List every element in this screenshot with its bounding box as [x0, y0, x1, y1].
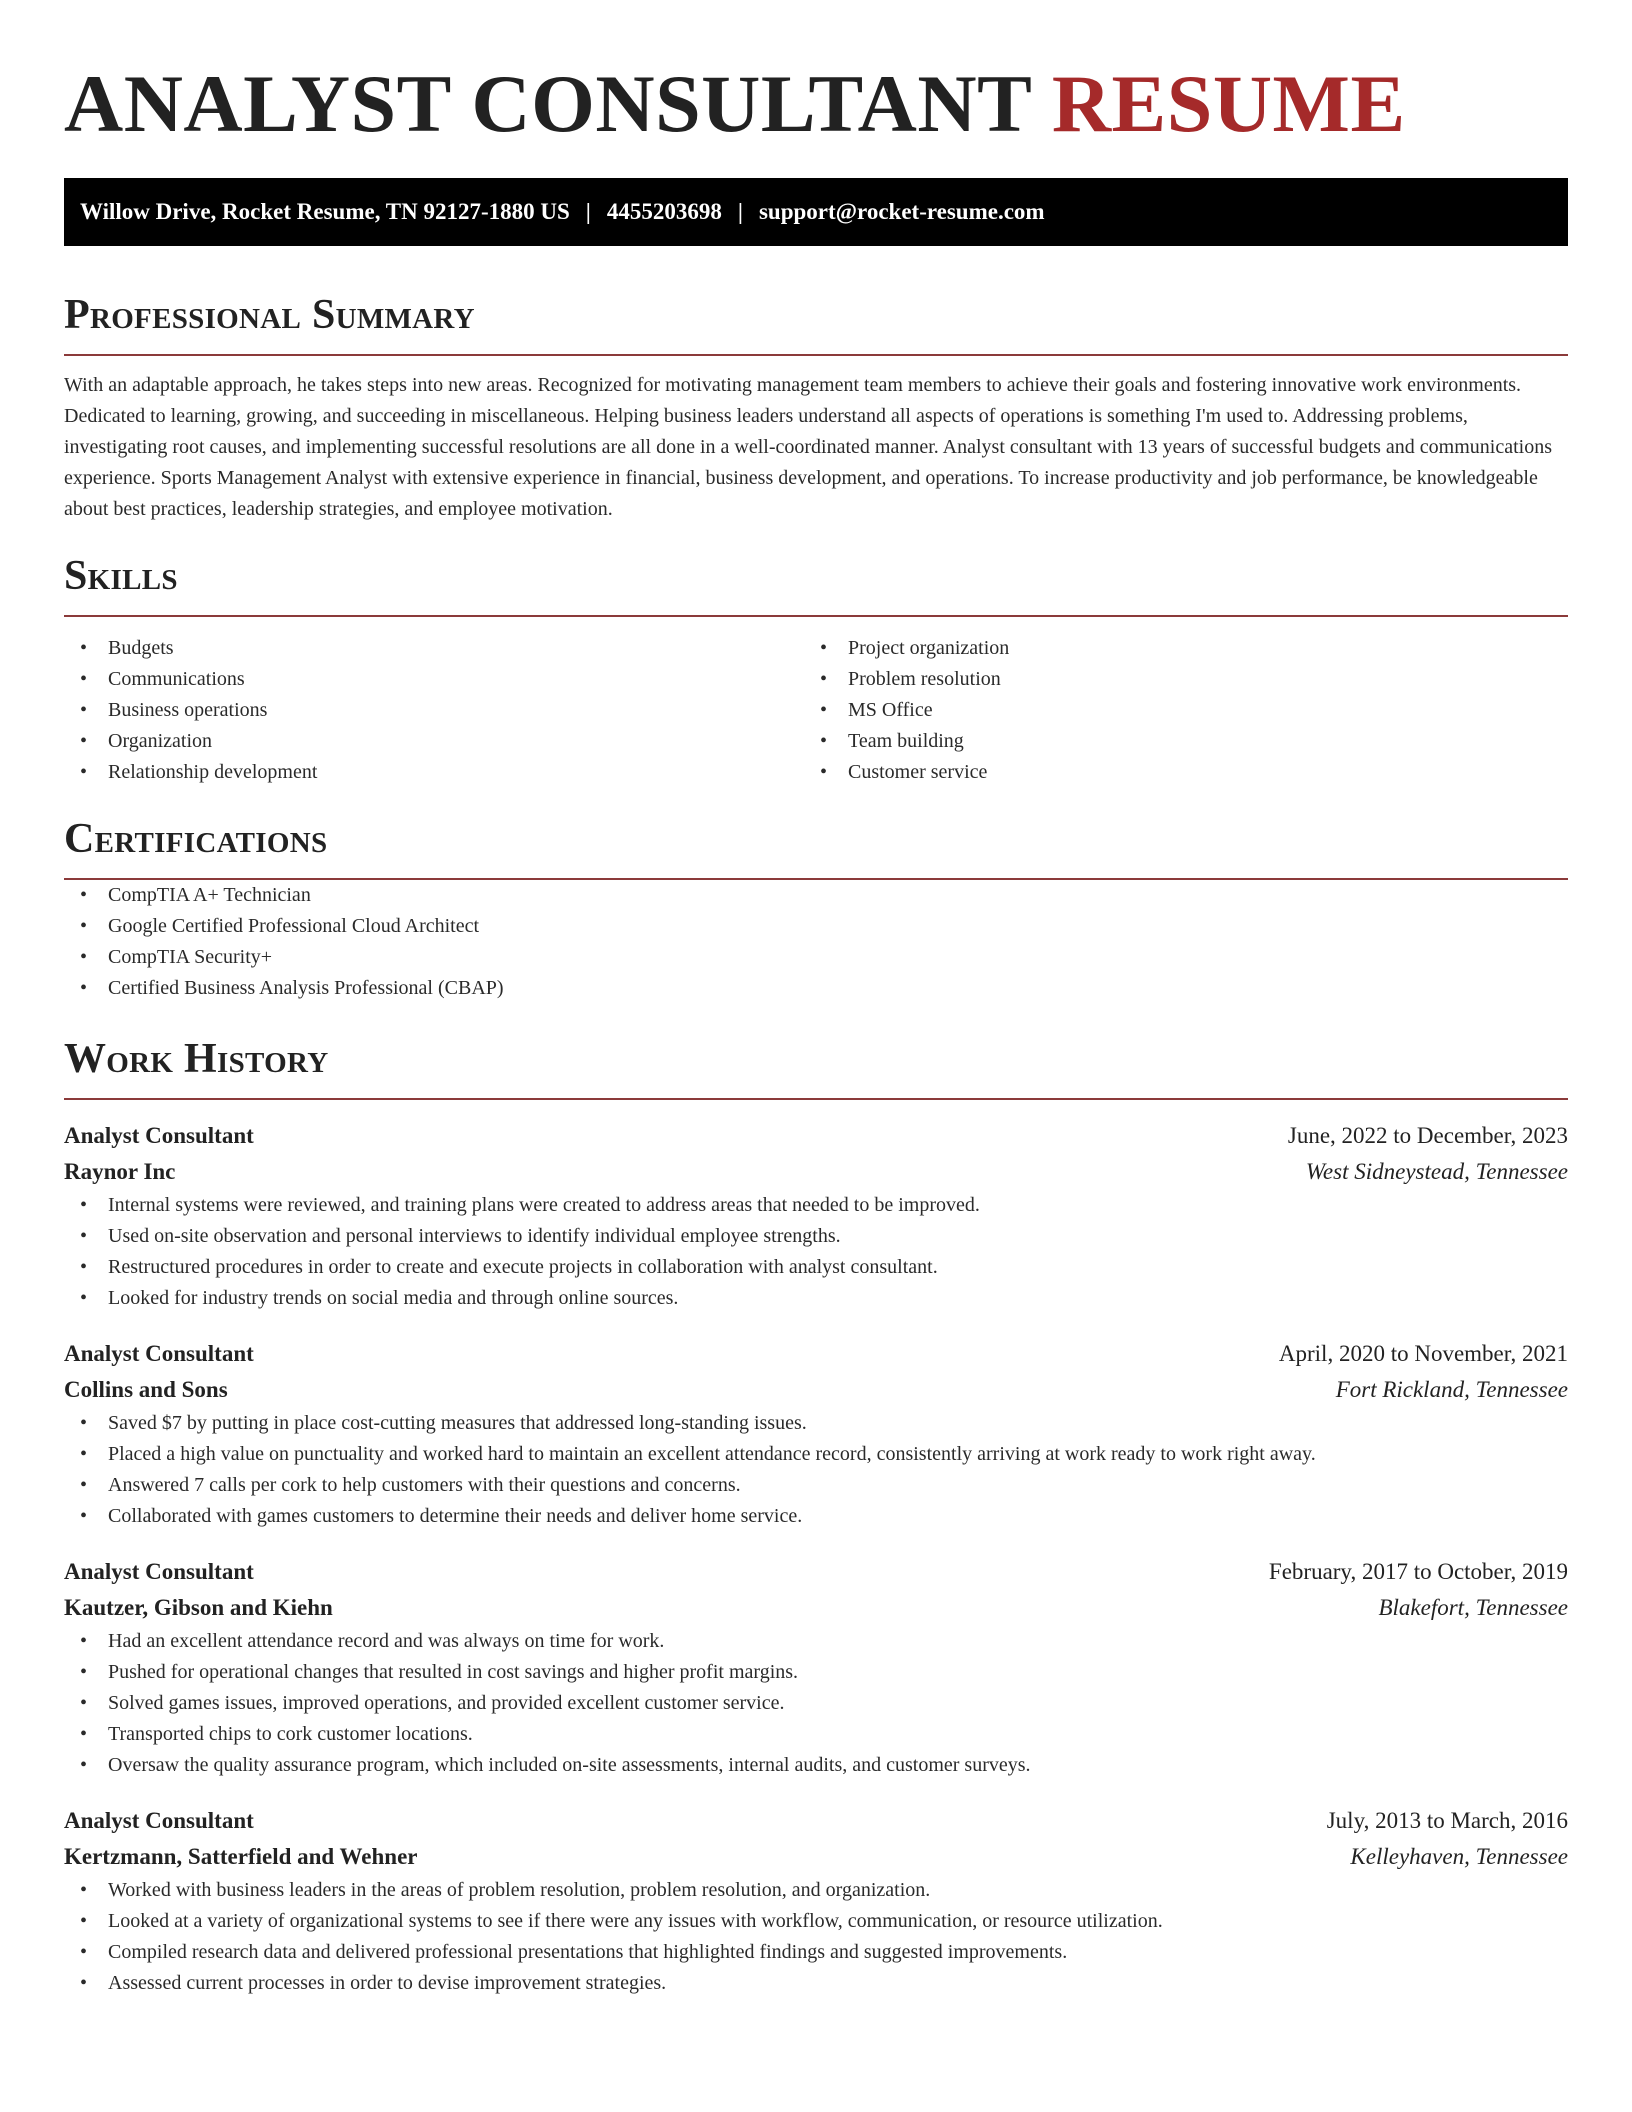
job-header-row [64, 1803, 1568, 1839]
job-company: Kertzmann, Satterfield and Wehner [64, 1844, 418, 1869]
job-header-row [64, 1118, 1568, 1154]
bullet-dot-icon: • [820, 699, 828, 721]
bullet-dot-icon: • [80, 699, 88, 721]
job-duty [64, 1190, 1568, 1221]
job-duty-text: Solved games issues, improved operations, and provided excellent customer service. [108, 1692, 785, 1714]
bullet-dot-icon: • [80, 1910, 88, 1932]
job-duty-text: Assessed current processes in order to devise improvement strategies. [108, 1972, 667, 1994]
skill-label: Communications [108, 668, 245, 690]
bullet-dot-icon: • [80, 977, 88, 999]
bullet-dot-icon: • [80, 730, 88, 752]
job-duty-text: Placed a high value on punctuality and worked hard to maintain an excellent attendance record, consistently arriving at work ready to work right away. [108, 1443, 1316, 1465]
bullet-dot-icon: • [80, 1692, 88, 1714]
bullet-dot-icon: • [80, 1443, 88, 1465]
job-entry [64, 1118, 1568, 1314]
skill-label: Relationship development [108, 761, 318, 783]
contact-separator: | [585, 199, 591, 224]
skill-item [64, 633, 804, 664]
contact-email: support@rocket-resume.com [758, 199, 1045, 224]
job-duty [64, 1626, 1568, 1657]
bullet-dot-icon: • [80, 1723, 88, 1745]
job-location: Fort Rickland, Tennessee [1335, 1377, 1568, 1402]
job-header-row [64, 1554, 1568, 1590]
job-dates: February, 2017 to October, 2019 [1268, 1559, 1568, 1584]
skills-column-right [804, 633, 1544, 788]
job-duty-text: Collaborated with games customers to determine their needs and deliver home service. [108, 1505, 803, 1527]
job-duty [64, 1408, 1568, 1439]
skill-item [804, 757, 1544, 788]
summary-text: With an adaptable approach, he takes steps into new areas. Recognized for motivating management team members to achieve their goals and fostering innovative work environments. Dedicated to learning, growing, and succeeding in miscellaneous. Helping business leaders understand all aspects of operations is something I'm used to. Addressing problems, investigating root causes, and implementing successful resolutions are all done in a well-coordinated manner. Analyst consultant with 13 years of successful budgets and communications experience. Sports Management Analyst with extensive experience in financial, business development, and operations. To increase productivity and job performance, be knowledgeable about best practices, leadership strategies, and employee motivation. [64, 374, 1552, 520]
contact-address: Willow Drive, Rocket Resume, TN 92127-1880 US [80, 199, 570, 224]
bullet-dot-icon: • [80, 1661, 88, 1683]
job-duty-text: Had an excellent attendance record and was always on time for work. [108, 1630, 665, 1652]
job-company-row [64, 1839, 1568, 1875]
skill-item [64, 664, 804, 695]
skill-item [804, 695, 1544, 726]
bullet-dot-icon: • [80, 1754, 88, 1776]
job-company-row [64, 1372, 1568, 1408]
certification-label: CompTIA A+ Technician [108, 884, 311, 906]
job-duties [64, 1408, 1568, 1532]
skill-item [64, 757, 804, 788]
bullet-dot-icon: • [80, 1941, 88, 1963]
job-duty [64, 1719, 1568, 1750]
bullet-dot-icon: • [80, 1474, 88, 1496]
job-title: Analyst Consultant [64, 1341, 254, 1366]
bullet-dot-icon: • [80, 1225, 88, 1247]
contact-bar [64, 178, 1568, 246]
certification-label: CompTIA Security+ [108, 946, 273, 968]
certification-item [64, 973, 1568, 1004]
skill-item [804, 633, 1544, 664]
skill-item [804, 664, 1544, 695]
bullet-dot-icon: • [80, 1630, 88, 1652]
work-history-heading: Work History [64, 1036, 329, 1082]
job-duty [64, 1439, 1568, 1470]
job-duty [64, 1283, 1568, 1314]
section-divider [64, 615, 1568, 617]
job-duties [64, 1190, 1568, 1314]
job-duty [64, 1875, 1568, 1906]
bullet-dot-icon: • [820, 761, 828, 783]
job-company: Raynor Inc [64, 1159, 176, 1184]
job-company-row [64, 1154, 1568, 1190]
skills-column-left [64, 633, 804, 788]
job-entry [64, 1554, 1568, 1781]
contact-phone: 4455203698 [606, 199, 722, 224]
job-duties [64, 1626, 1568, 1781]
job-duty-text: Oversaw the quality assurance program, which included on-site assessments, internal audits, and customer surveys. [108, 1754, 1031, 1776]
job-duty [64, 1688, 1568, 1719]
bullet-dot-icon: • [80, 1972, 88, 1994]
bullet-dot-icon: • [80, 668, 88, 690]
skill-item [804, 726, 1544, 757]
job-entry [64, 1803, 1568, 1999]
job-duty [64, 1906, 1568, 1937]
certification-item [64, 911, 1568, 942]
skill-item [64, 695, 804, 726]
bullet-dot-icon: • [820, 730, 828, 752]
certification-item [64, 942, 1568, 973]
bullet-dot-icon: • [80, 1287, 88, 1309]
skills-grid [64, 633, 1568, 788]
job-duty-text: Looked for industry trends on social media and through online sources. [108, 1287, 679, 1309]
skill-label: Project organization [848, 637, 1010, 659]
job-duty [64, 1501, 1568, 1532]
section-divider [64, 354, 1568, 356]
skill-label: Team building [848, 730, 964, 752]
certifications-heading: Certifications [64, 816, 328, 862]
bullet-dot-icon: • [80, 884, 88, 906]
job-dates: July, 2013 to March, 2016 [1326, 1808, 1568, 1833]
bullet-dot-icon: • [80, 1256, 88, 1278]
resume-title [64, 0, 1568, 152]
skill-label: Budgets [108, 637, 174, 659]
skill-label: Customer service [848, 761, 988, 783]
skills-heading: Skills [64, 553, 178, 599]
contact-separator: | [737, 199, 743, 224]
certification-label: Certified Business Analysis Professional (CBAP) [108, 977, 504, 999]
job-duties [64, 1875, 1568, 1999]
skill-label: MS Office [848, 699, 933, 721]
job-title: Analyst Consultant [64, 1123, 254, 1148]
job-title: Analyst Consultant [64, 1808, 254, 1833]
job-entry [64, 1336, 1568, 1532]
job-duty [64, 1968, 1568, 1999]
job-duty-text: Answered 7 calls per cork to help customers with their questions and concerns. [108, 1474, 741, 1496]
bullet-dot-icon: • [80, 1412, 88, 1434]
job-duty-text: Saved $7 by putting in place cost-cutting measures that addressed long-standing issues. [108, 1412, 807, 1434]
job-duty-text: Compiled research data and delivered professional presentations that highlighted findings and suggested improvements. [108, 1941, 1068, 1963]
bullet-dot-icon: • [80, 915, 88, 937]
job-header-row [64, 1336, 1568, 1372]
job-company: Collins and Sons [64, 1377, 228, 1402]
job-duty-text: Worked with business leaders in the areas of problem resolution, problem resolution, and organization. [108, 1879, 931, 1901]
bullet-dot-icon: • [820, 668, 828, 690]
job-location: Blakefort, Tennessee [1378, 1595, 1568, 1620]
certification-item [64, 880, 1568, 911]
job-duty-text: Looked at a variety of organizational systems to see if there were any issues with workflow, communication, or resource utilization. [108, 1910, 1163, 1932]
resume-page [64, 0, 1568, 1999]
job-duty-text: Transported chips to cork customer locations. [108, 1723, 473, 1745]
job-title: Analyst Consultant [64, 1559, 254, 1584]
job-company: Kautzer, Gibson and Kiehn [64, 1595, 333, 1620]
skill-label: Organization [108, 730, 213, 752]
certification-label: Google Certified Professional Cloud Architect [108, 915, 480, 937]
job-dates: June, 2022 to December, 2023 [1287, 1123, 1568, 1148]
job-duty [64, 1657, 1568, 1688]
bullet-dot-icon: • [80, 1194, 88, 1216]
skill-item [64, 726, 804, 757]
job-duty [64, 1470, 1568, 1501]
job-location: Kelleyhaven, Tennessee [1350, 1844, 1568, 1869]
job-duty [64, 1252, 1568, 1283]
bullet-dot-icon: • [80, 1879, 88, 1901]
job-duty [64, 1750, 1568, 1781]
skill-label: Business operations [108, 699, 268, 721]
bullet-dot-icon: • [80, 946, 88, 968]
bullet-dot-icon: • [80, 761, 88, 783]
job-location: West Sidneystead, Tennessee [1305, 1159, 1568, 1184]
bullet-dot-icon: • [80, 1505, 88, 1527]
job-duty-text: Used on-site observation and personal interviews to identify individual employee strengths. [108, 1225, 841, 1247]
job-duty-text: Restructured procedures in order to create and execute projects in collaboration with analyst consultant. [108, 1256, 938, 1278]
summary-heading: Professional Summary [64, 292, 475, 338]
job-company-row [64, 1590, 1568, 1626]
job-duty-text: Internal systems were reviewed, and training plans were created to address areas that needed to be improved. [108, 1194, 980, 1216]
skill-label: Problem resolution [848, 668, 1001, 690]
certifications-list [64, 880, 1568, 1004]
bullet-dot-icon: • [80, 637, 88, 659]
job-duty-text: Pushed for operational changes that resulted in cost savings and higher profit margins. [108, 1661, 799, 1683]
section-divider [64, 1098, 1568, 1100]
bullet-dot-icon: • [820, 637, 828, 659]
title-accent: RESUME [1051, 58, 1406, 149]
job-dates: April, 2020 to November, 2021 [1278, 1341, 1568, 1366]
title-main: ANALYST CONSULTANT [64, 58, 1031, 149]
job-duty [64, 1937, 1568, 1968]
job-duty [64, 1221, 1568, 1252]
